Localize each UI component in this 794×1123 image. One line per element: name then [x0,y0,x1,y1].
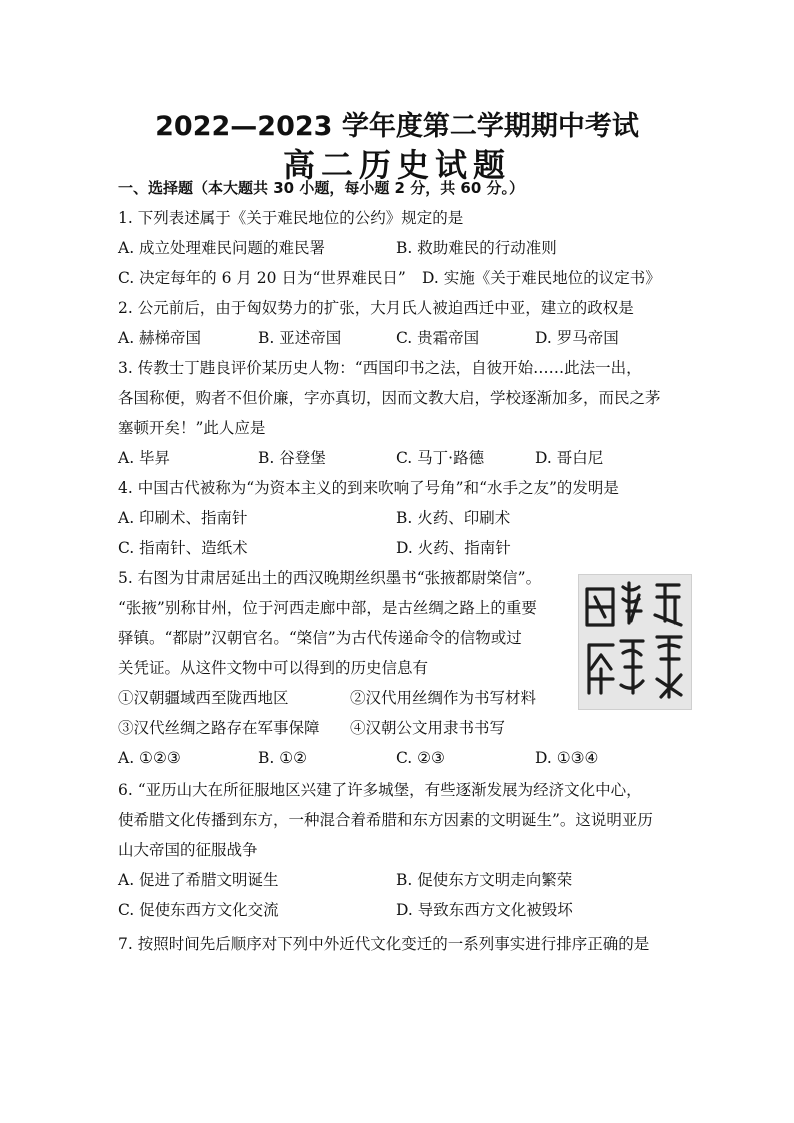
q2-option-b: B. 亚述帝国 [258,329,342,347]
q4-option-b: B. 火药、印刷术 [396,509,511,527]
q1-option-c: C. 决定每年的 6 月 20 日为“世界难民日” [118,269,406,287]
question-7-stem: 7. 按照时间先后顺序对下列中外近代文化变迁的一系列事实进行排序正确的是 [118,935,650,953]
q4-option-a: A. 印刷术、指南针 [118,509,248,527]
q5-option-a: A. ①②③ [118,749,181,767]
section-heading: 一、选择题（本大题共 30 小题，每小题 2 分，共 60 分。） [118,179,525,197]
q6-option-a: A. 促进了希腊文明诞生 [118,871,279,889]
q2-option-d: D. 罗马帝国 [535,329,619,347]
q6-option-b: B. 促使东方文明走向繁荣 [396,871,573,889]
question-1-stem: 1. 下列表述属于《关于难民地位的公约》规定的是 [118,209,464,227]
question-6-stem-line2: 使希腊文化传播到东方，一种混合着希腊和东方因素的文明诞生”。这说明亚历 [118,811,653,829]
question-5-stem-line3: 驿镇。“都尉”汉朝官名。“棨信”为古代传递命令的信物或过 [118,629,522,647]
q5-statement-3: ③汉代丝绸之路存在军事保障 [118,719,320,737]
question-3-stem-line3: 塞顿开矣！”此人应是 [118,419,266,437]
question-6-stem-line1: 6. “亚历山大在所征服地区兴建了许多城堡，有些逐渐发展为经济文化中心， [118,781,642,799]
q3-option-b: B. 谷登堡 [258,449,326,467]
seal-calligraphy-icon [579,575,691,709]
question-3-stem-line2: 各国称便，购者不但价廉，字亦真切，因而文教大启，学校逐渐加多，而民之茅 [118,389,661,407]
q5-option-d: D. ①③④ [535,749,599,767]
exam-title: 2022—2023 学年度第二学期期中考试 [155,111,639,142]
q5-option-b: B. ①② [258,749,308,767]
q4-option-c: C. 指南针、造纸术 [118,539,248,557]
q5-statement-1: ①汉朝疆域西至陇西地区 [118,689,289,707]
q2-option-c: C. 贵霜帝国 [396,329,480,347]
q6-option-c: C. 促使东西方文化交流 [118,901,279,919]
seal-image [578,574,692,710]
q5-option-c: C. ②③ [396,749,445,767]
q1-option-d: D. 实施《关于难民地位的议定书》 [422,269,661,287]
exam-subtitle: 高二历史试题 [282,146,511,184]
q1-option-b: B. 救助难民的行动准则 [396,239,557,257]
q6-option-d: D. 导致东西方文化被毁坏 [396,901,573,919]
q2-option-a: A. 赫梯帝国 [118,329,202,347]
q3-option-c: C. 马丁·路德 [396,449,485,467]
q1-option-a: A. 成立处理难民问题的难民署 [118,239,326,257]
question-4-stem: 4. 中国古代被称为“为资本主义的到来吹响了号角”和“水手之友”的发明是 [118,479,619,497]
q5-statement-4: ④汉朝公文用隶书书写 [350,719,506,737]
q3-option-d: D. 哥白尼 [535,449,604,467]
question-3-stem-line1: 3. 传教士丁韪良评价某历史人物：“西国印书之法，自彼开始……此法一出， [118,359,642,377]
q5-statement-2: ②汉代用丝绸作为书写材料 [350,689,537,707]
question-5-stem-line2: “张掖”别称甘州，位于河西走廊中部，是古丝绸之路上的重要 [118,599,537,617]
question-5-stem-line1: 5. 右图为甘肃居延出土的西汉晚期丝织墨书“张掖都尉棨信”。 [118,569,542,587]
question-2-stem: 2. 公元前后，由于匈奴势力的扩张，大月氏人被迫西迁中亚，建立的政权是 [118,299,634,317]
q4-option-d: D. 火药、指南针 [396,539,511,557]
question-5-stem-line4: 关凭证。从这件文物中可以得到的历史信息有 [118,659,429,677]
question-6-stem-line3: 山大帝国的征服战争 [118,841,258,859]
q3-option-a: A. 毕昇 [118,449,171,467]
